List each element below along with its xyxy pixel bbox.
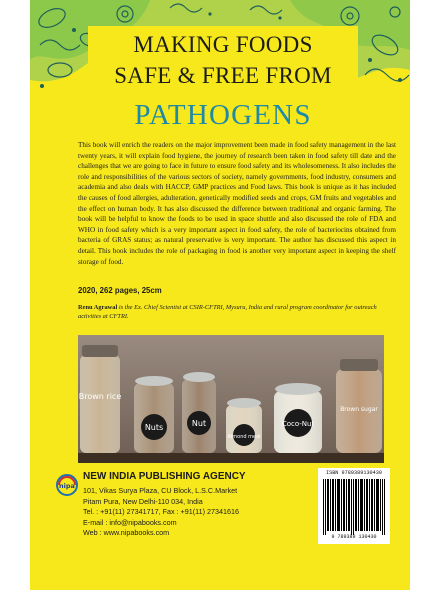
- publisher-address-line-2: Pitam Pura, New Delhi-110 034, India: [83, 496, 203, 506]
- book-description: This book will enrich the readers on the major improvement been made in food safety management in the last twenty years, it will explain food hygiene, the journey of research been taken in food safety till date and the challenges that we are going to face in future to ensure food safety and its wholesomeness. It also includes the role and responsibilities of the various sectors of society, namely governments, food industry, consumers and academia and also deals with HACCP, GMP practices and Food laws. This book is unique as it has included the causes of food allergies, adulteration, genetically modified seeds and crops, GM fruits and vegetables and the effect on human body. It has also discussed the difference between traditional and organic farming. The book will be helpful to know the foods to be used in space shuttle and also discussed the role of FDA and WHO in food safety which is a very important aspect in food safety, the role of bacteriocins obtained from bacteria of GRAS status; as natural preservative is very important. The author has discussed this aspect in detail. This book includes the role of packaging in food is another very important aspect in keeping the shelf storage of food.: [78, 141, 396, 266]
- jar-label-6: Brown sugar: [340, 406, 378, 413]
- jar-label-5: Coco-Nut: [281, 420, 315, 428]
- author-bio: [78, 303, 396, 321]
- publisher-address-line-1: 101, Vikas Surya Plaza, CU Block, L.S.C.Market: [83, 486, 238, 495]
- publisher-email: E-mail : info@nipabooks.com: [83, 517, 177, 527]
- jar-label-2: Nuts: [144, 423, 164, 432]
- author-bio-text: is the Ex. Chief Scientist at CSIR-CFTRI, Mysuru, India and rural program coordinator for outreach activities at CFTRI.: [78, 304, 377, 320]
- isbn-label: ISBN 9789389130430: [325, 470, 383, 476]
- barcode-number: 9 789389 130430: [331, 534, 377, 540]
- barcode-graphic: [322, 479, 386, 535]
- book-meta: 2020, 262 pages, 25cm: [78, 286, 162, 295]
- publisher-logo-text: nipa: [59, 482, 75, 490]
- publisher-phone: Tel. : +91(11) 27341717, Fax : +91(11) 27341616: [83, 507, 239, 517]
- author-name: Renu Agrawal: [78, 304, 118, 311]
- isbn-barcode-box: [318, 468, 390, 544]
- publisher-web: Web : www.nipabooks.com: [83, 528, 170, 538]
- book-back-cover: [30, 0, 410, 590]
- publisher-name: NEW INDIA PUBLISHING AGENCY: [83, 471, 246, 482]
- jar-label-1: Brown rice: [78, 392, 122, 401]
- title-line-2: SAFE & FREE FROM: [114, 63, 332, 88]
- publisher-address: [83, 486, 239, 539]
- title-block: [88, 26, 358, 136]
- title-line-3: PATHOGENS: [134, 99, 312, 131]
- jar-label-4: Almond meal: [227, 434, 261, 440]
- title-line-1: MAKING FOODS: [133, 32, 313, 57]
- pantry-jars-photo: [78, 335, 384, 463]
- jar-label-3: Nut: [191, 419, 207, 428]
- publisher-logo: [56, 474, 78, 496]
